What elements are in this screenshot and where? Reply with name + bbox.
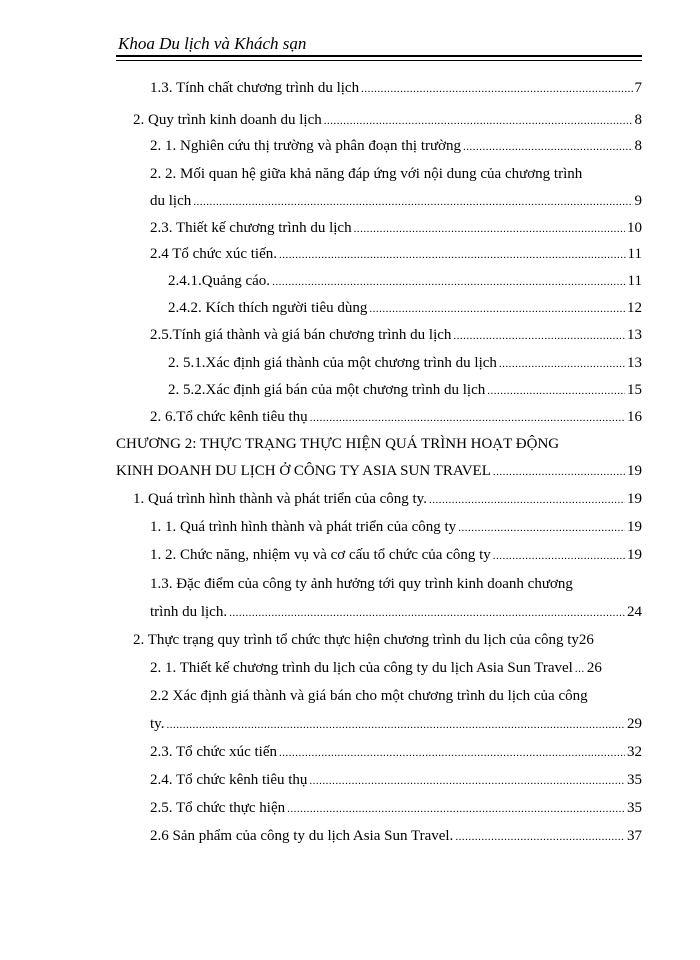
toc-entry[interactable]: [150, 323, 642, 348]
toc-entry-title: 2.5.Tính giá thành và giá bán chương trình du lịch: [150, 327, 452, 343]
toc-entry-title: 2.3. Tổ chức xúc tiến: [150, 744, 277, 760]
toc-entry-title: 2. Thực trạng quy trình tổ chức thực hiện chương trình du lịch của công ty: [133, 632, 579, 648]
toc-entry[interactable]: [150, 656, 642, 681]
leader-dots: [287, 797, 625, 821]
toc-entry-page: 8: [634, 138, 642, 154]
toc-entry[interactable]: [150, 824, 642, 849]
toc-entry-title: 1. 1. Quá trình hình thành và phát triển của công ty: [150, 519, 457, 535]
leader-dots: [463, 135, 632, 159]
toc-entry[interactable]: [150, 405, 642, 430]
leader-dots: [369, 297, 625, 321]
toc-entry[interactable]: [168, 296, 642, 321]
toc-entry-page: 9: [634, 193, 642, 209]
leader-dots: [361, 77, 632, 101]
toc-entry-title: 2.4.2. Kích thích người tiêu dùng: [168, 300, 368, 316]
toc-entry-title: 2.5. Tổ chức thực hiện: [150, 800, 286, 816]
leader-dots: [493, 460, 625, 484]
toc-entry-page: 19: [627, 519, 642, 535]
toc-entry-page: 37: [627, 828, 642, 844]
toc-entry-title: 1. 2. Chức năng, nhiệm vụ và cơ cấu tổ chức của công ty: [150, 547, 491, 563]
toc-entry-page: 12: [627, 300, 642, 316]
toc-entry-page: 8: [634, 112, 642, 128]
toc-entry[interactable]: [133, 108, 642, 133]
toc-entry-title: 2. 1. Thiết kế chương trình du lịch của công ty du lịch Asia Sun Travel: [150, 660, 573, 676]
leader-dots: [309, 769, 625, 793]
toc-entry[interactable]: [150, 768, 642, 793]
toc-entry-page: 15: [627, 382, 642, 398]
leader-dots: [279, 243, 626, 267]
toc-entry-title: 2.6 Sản phẩm của công ty du lịch Asia Sun Travel.: [150, 828, 454, 844]
leader-dots: [487, 379, 625, 403]
toc-entry-page: 13: [627, 327, 642, 343]
leader-dots: [310, 406, 625, 430]
leader-dots: [575, 657, 585, 681]
toc-entry-page: 35: [627, 800, 642, 816]
leader-dots: [493, 544, 625, 568]
toc-entry-title: 2. 5.1.Xác định giá thành của một chương trình du lịch: [168, 355, 497, 371]
toc-entry[interactable]: [168, 378, 642, 403]
leader-dots: [429, 488, 625, 512]
toc-entry-title: 2.4. Tổ chức kênh tiêu thụ: [150, 772, 308, 788]
toc-entry-title: 1.3. Tính chất chương trình du lịch: [150, 80, 360, 96]
leader-dots: [453, 324, 625, 348]
toc-entry[interactable]: [168, 269, 642, 294]
toc-entry-page: 29: [627, 716, 642, 732]
toc-entry[interactable]: [150, 189, 642, 214]
toc-entry-page: 19: [627, 491, 642, 507]
toc-entry-page: 16: [627, 409, 642, 425]
header-rule-thin: [116, 60, 642, 61]
toc-entry[interactable]: [150, 712, 642, 737]
toc-entry[interactable]: [133, 628, 642, 652]
toc-entry-title: trình du lịch.: [150, 604, 228, 620]
leader-dots: [279, 741, 625, 765]
toc-entry-title: 2. Quy trình kinh doanh du lịch: [133, 112, 322, 128]
toc-entry[interactable]: [150, 740, 642, 765]
toc-entry[interactable]: [150, 543, 642, 568]
toc-entry[interactable]: [150, 242, 642, 267]
toc-entry-title: KINH DOANH DU LỊCH Ở CÔNG TY ASIA SUN TRAVEL: [116, 463, 491, 479]
header-rule-thick: [116, 55, 642, 57]
toc-entry-page: 35: [627, 772, 642, 788]
leader-dots: [324, 109, 633, 133]
toc-entry-page: 7: [634, 80, 642, 96]
leader-dots: [499, 352, 625, 376]
leader-dots: [229, 601, 625, 625]
toc-entry-page: 11: [627, 273, 642, 289]
toc-entry-line[interactable]: 2.2 Xác định giá thành và giá bán cho một chương trình du lịch của công: [150, 688, 588, 704]
toc-entry-title: ty.: [150, 716, 165, 732]
toc-entry-page: 13: [627, 355, 642, 371]
toc-entry-page: 32: [627, 744, 642, 760]
leader-dots: [458, 516, 625, 540]
toc-entry-title: 2.4 Tổ chức xúc tiến.: [150, 246, 277, 262]
toc-entry[interactable]: [133, 487, 642, 512]
toc-entry-line[interactable]: 1.3. Đặc điểm của công ty ảnh hưởng tới quy trình kinh doanh chương: [150, 576, 573, 592]
toc-entry-title: 2.3. Thiết kế chương trình du lịch: [150, 220, 352, 236]
toc-entry-page: 19: [627, 547, 642, 563]
toc-entry-title: 2.4.1.Quảng cáo.: [168, 273, 271, 289]
toc-entry-page: 26: [586, 660, 602, 676]
toc-entry-page: 11: [627, 246, 642, 262]
toc-entry-page: 10: [627, 220, 642, 236]
toc-entry-title: 1. Quá trình hình thành và phát triển của công ty.: [133, 491, 427, 507]
toc-entry-title: du lịch: [150, 193, 192, 209]
toc-entry[interactable]: [150, 515, 642, 540]
leader-dots: [272, 270, 625, 294]
toc-entry-page: 26: [578, 632, 594, 648]
toc-entry[interactable]: [150, 600, 642, 625]
leader-dots: [193, 190, 632, 214]
leader-dots: [166, 713, 625, 737]
toc-entry[interactable]: [150, 134, 642, 159]
toc-entry-title: 2. 5.2.Xác định giá bán của một chương trình du lịch: [168, 382, 486, 398]
toc-entry[interactable]: [168, 351, 642, 376]
toc-entry[interactable]: [150, 796, 642, 821]
toc-entry-page: 19: [627, 463, 642, 479]
toc-entry-title: 2. 1. Nghiên cứu thị trường và phân đoạn thị trường: [150, 138, 462, 154]
toc-chapter-line[interactable]: CHƯƠNG 2: THỰC TRẠNG THỰC HIỆN QUÁ TRÌNH HOẠT ĐỘNG: [116, 436, 560, 452]
page-header: Khoa Du lịch và Khách sạn: [118, 34, 307, 53]
leader-dots: [354, 217, 625, 241]
toc-entry[interactable]: [116, 459, 642, 484]
toc-entry-title: 2. 6.Tổ chức kênh tiêu thụ: [150, 409, 308, 425]
toc-entry-line[interactable]: 2. 2. Mối quan hệ giữa khả năng đáp ứng với nội dung của chương trình: [150, 166, 583, 182]
toc-entry-page: 24: [627, 604, 642, 620]
leader-dots: [455, 825, 625, 849]
toc-entry[interactable]: [150, 216, 642, 241]
toc-entry[interactable]: [150, 76, 642, 101]
